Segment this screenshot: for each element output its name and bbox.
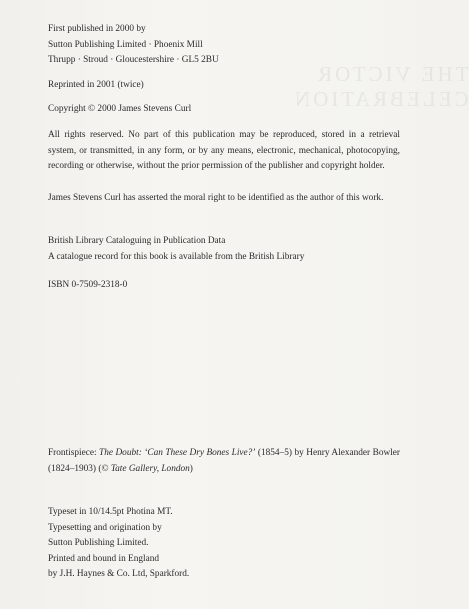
frontispiece-label: Frontispiece: bbox=[48, 448, 97, 458]
rights-reserved-notice bbox=[48, 128, 400, 175]
production-line: Typeset in 10/14.5pt Photina MT. bbox=[48, 507, 173, 517]
copyright-notice bbox=[48, 102, 400, 118]
frontispiece-closing: ) bbox=[189, 463, 193, 474]
frontispiece-gallery: Tate Gallery, London bbox=[110, 463, 190, 474]
frontispiece-caption bbox=[48, 446, 400, 477]
cataloguing-line: A catalogue record for this book is available from the British Library bbox=[48, 251, 305, 262]
cataloguing-data bbox=[48, 234, 400, 265]
production-line: Typesetting and origination by bbox=[48, 522, 162, 533]
production-line: by J.H. Haynes & Co. Ltd, Sparkford. bbox=[48, 569, 190, 579]
copyright-line: Copyright © 2000 James Stevens Curl bbox=[48, 104, 192, 114]
show-through-text: THE VICTOR CELEBRATION bbox=[292, 62, 469, 111]
production-line: Sutton Publishing Limited. bbox=[48, 538, 149, 548]
moral-rights-notice bbox=[48, 191, 400, 207]
publication-line: Thrupp · Stroud · Gloucestershire · GL5 2BU bbox=[48, 55, 219, 65]
production-line: Printed and bound in England bbox=[48, 553, 160, 564]
moral-rights-paragraph: James Stevens Curl has asserted the moral right to be identified as the author of this work. bbox=[48, 193, 384, 203]
isbn bbox=[48, 278, 400, 294]
publication-line: Sutton Publishing Limited · Phoenix Mill bbox=[48, 39, 203, 50]
cataloguing-line: British Library Cataloguing in Publication Data bbox=[48, 236, 226, 246]
frontispiece-paragraph bbox=[48, 446, 400, 477]
publication-line: First published in 2000 by bbox=[48, 24, 146, 34]
production-credits bbox=[48, 505, 400, 583]
frontispiece-title: The Doubt: ‘Can These Dry Bones Live?’ bbox=[99, 448, 256, 458]
isbn-line: ISBN 0-7509-2318-0 bbox=[48, 280, 128, 290]
reprint-line: Reprinted in 2001 (twice) bbox=[48, 80, 144, 90]
frontispiece-details: (1854–5) by Henry Alexander Bowler (1824–1903) (© bbox=[48, 448, 400, 474]
rights-paragraph: All rights reserved. No part of this publication may be reproduced, stored in a retrieval system, or transmitted, in any form, or by any means, electronic, mechanical, photocopying, recording or otherwise, without the prior permission of the publisher and copyright holder. bbox=[48, 130, 400, 171]
reprint-statement bbox=[48, 78, 400, 94]
publication-statement bbox=[48, 22, 400, 69]
